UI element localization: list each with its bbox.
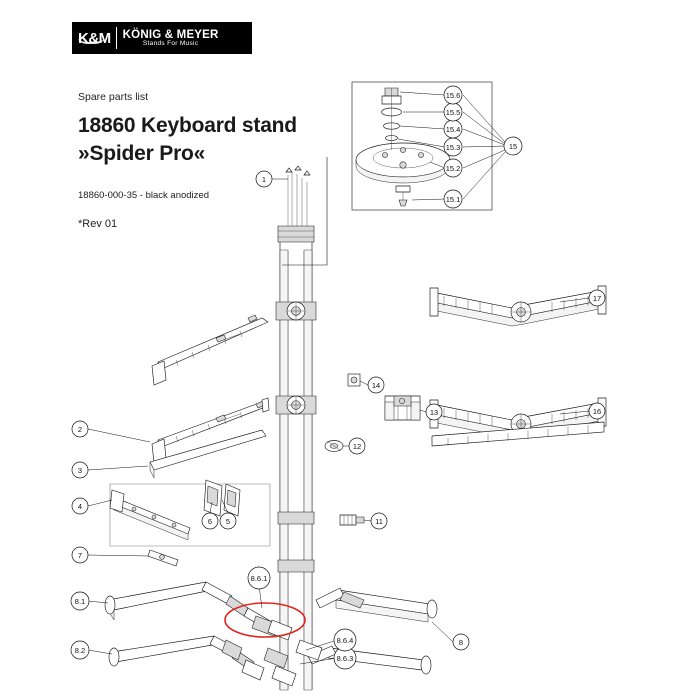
callout-8-2[interactable] — [71, 641, 89, 659]
callout-8[interactable] — [453, 634, 469, 650]
callout-8-6-1[interactable] — [248, 567, 270, 589]
callout-label: 8.6.1 — [250, 574, 268, 583]
callout-15-1[interactable] — [444, 190, 462, 208]
callout-label: 15.2 — [445, 164, 461, 173]
callout-5[interactable] — [220, 513, 236, 529]
part-11-detail — [340, 515, 364, 525]
logo-tagline: Stands For Music — [142, 39, 199, 47]
support-arm-17 — [430, 286, 606, 326]
callout-label: 15 — [508, 142, 518, 151]
callout-label: 15.5 — [445, 108, 461, 117]
callout-13[interactable] — [426, 404, 442, 420]
callout-1[interactable] — [256, 171, 272, 187]
left-support-arms — [150, 315, 269, 478]
callout-17[interactable] — [589, 290, 605, 306]
bracket-group-4-7 — [110, 480, 270, 566]
part-13-clamp — [385, 396, 420, 420]
callout-8-1[interactable] — [71, 592, 89, 610]
callout-label: 8.6.3 — [336, 654, 354, 663]
callout-label: 13 — [429, 408, 439, 417]
callout-label: 3 — [77, 466, 83, 475]
article-number: 18860-000-35 - black anodized — [78, 190, 209, 201]
callout-label: 8.2 — [74, 646, 86, 655]
callout-label: 6 — [207, 517, 213, 526]
page-title-line-2: »Spider Pro« — [78, 142, 206, 165]
callout-label: 11 — [375, 517, 383, 526]
callout-6[interactable] — [202, 513, 218, 529]
callout-12[interactable] — [349, 438, 365, 454]
callout-label: 15.1 — [445, 195, 461, 204]
callout-bubbles — [71, 86, 605, 669]
callout-15-3[interactable] — [444, 138, 462, 156]
center-column-assembly — [276, 157, 327, 690]
page-title-line-1: 18860 Keyboard stand — [78, 114, 297, 137]
callout-11[interactable] — [371, 513, 387, 529]
callout-15-2[interactable] — [444, 159, 462, 177]
callout-label: 16 — [592, 407, 602, 416]
callout-label: 15.3 — [445, 143, 461, 152]
part-12-detail — [325, 441, 343, 452]
callout-7[interactable] — [72, 547, 88, 563]
callout-label: 1 — [261, 175, 267, 184]
callout-15-4[interactable] — [444, 120, 462, 138]
callout-label: 8.6.4 — [336, 636, 354, 645]
logo-company-name: KÖNIG & MEYER — [122, 28, 219, 41]
callout-label: 15.4 — [445, 125, 461, 134]
callout-label: 8 — [458, 638, 464, 647]
callout-8-6-4[interactable] — [334, 629, 356, 651]
callout-16[interactable] — [589, 403, 605, 419]
callout-label: 12 — [352, 442, 362, 451]
callout-label: 17 — [592, 294, 602, 303]
callout-label: 2 — [77, 425, 83, 434]
detail-box-15 — [352, 82, 492, 210]
support-arm-16 — [430, 398, 606, 446]
tripod-leg-assembly — [105, 582, 437, 686]
callout-label: 5 — [225, 517, 231, 526]
callout-2[interactable] — [72, 421, 88, 437]
callout-label: 14 — [371, 381, 381, 390]
callout-label: 8.1 — [74, 597, 86, 606]
document-kicker: Spare parts list — [78, 91, 149, 103]
callout-3[interactable] — [72, 462, 88, 478]
callout-14[interactable] — [368, 377, 384, 393]
logo-mark: K&M — [78, 29, 111, 47]
callout-15-6[interactable] — [444, 86, 462, 104]
callout-label: 15.6 — [445, 91, 461, 100]
callout-label: 7 — [77, 551, 83, 560]
revision-label: *Rev 01 — [78, 218, 118, 230]
callout-15-5[interactable] — [444, 103, 462, 121]
callout-4[interactable] — [72, 498, 88, 514]
part-14-detail — [348, 374, 360, 386]
callout-15[interactable] — [504, 137, 522, 155]
callout-label: 4 — [77, 502, 83, 511]
